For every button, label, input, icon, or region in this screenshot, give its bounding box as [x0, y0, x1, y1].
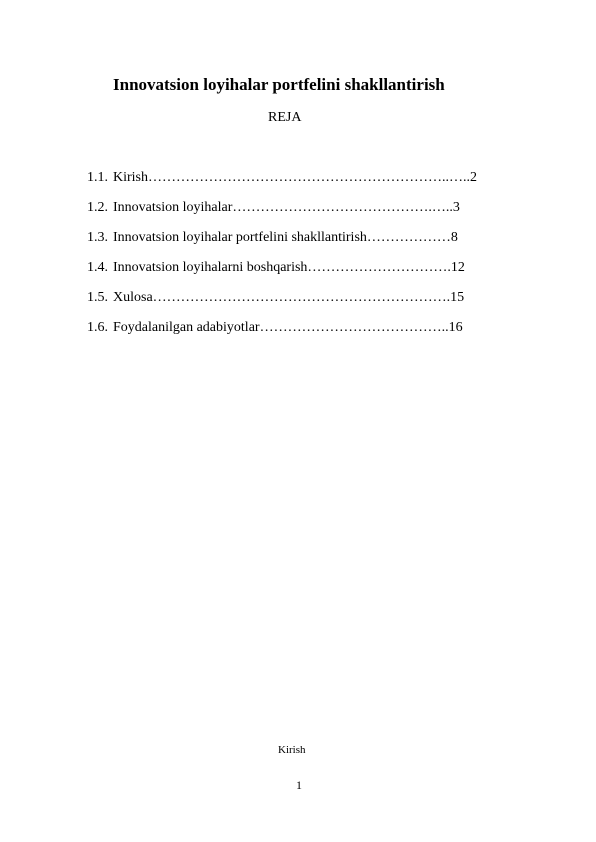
toc-item-number: 1.1.: [87, 170, 108, 185]
document-title: Innovatsion loyihalar portfelini shakllantirish: [113, 75, 445, 94]
plan-heading: REJA: [268, 110, 302, 125]
toc-item-text: Kirish………………………………………………………..…..2: [113, 170, 477, 185]
page-number: 1: [296, 778, 302, 792]
table-of-contents: [87, 170, 477, 350]
toc-item-text: Innovatsion loyihalar…………………………………….…..3: [113, 200, 460, 215]
toc-item-portfelini-shakllantirish: [87, 230, 477, 246]
toc-item-number: 1.4.: [87, 260, 108, 275]
toc-item-number: 1.2.: [87, 200, 108, 215]
toc-item-kirish: [87, 170, 477, 186]
toc-item-boshqarish: [87, 260, 477, 276]
toc-item-number: 1.3.: [87, 230, 108, 245]
toc-item-number: 1.6.: [87, 320, 108, 335]
toc-item-innovatsion-loyihalar: [87, 200, 477, 216]
toc-item-text: Foydalanilgan adabiyotlar…………………………………..16: [113, 320, 463, 335]
footer-label: Kirish: [278, 744, 306, 756]
toc-item-text: Xulosa……………………………………………………….15: [113, 290, 465, 305]
toc-item-text: Innovatsion loyihalar portfelini shakllantirish………………8: [113, 230, 458, 245]
toc-item-adabiyotlar: [87, 320, 477, 336]
toc-item-text: Innovatsion loyihalarni boshqarish………………………….12: [113, 260, 465, 275]
toc-item-xulosa: [87, 290, 477, 306]
toc-item-number: 1.5.: [87, 290, 108, 305]
